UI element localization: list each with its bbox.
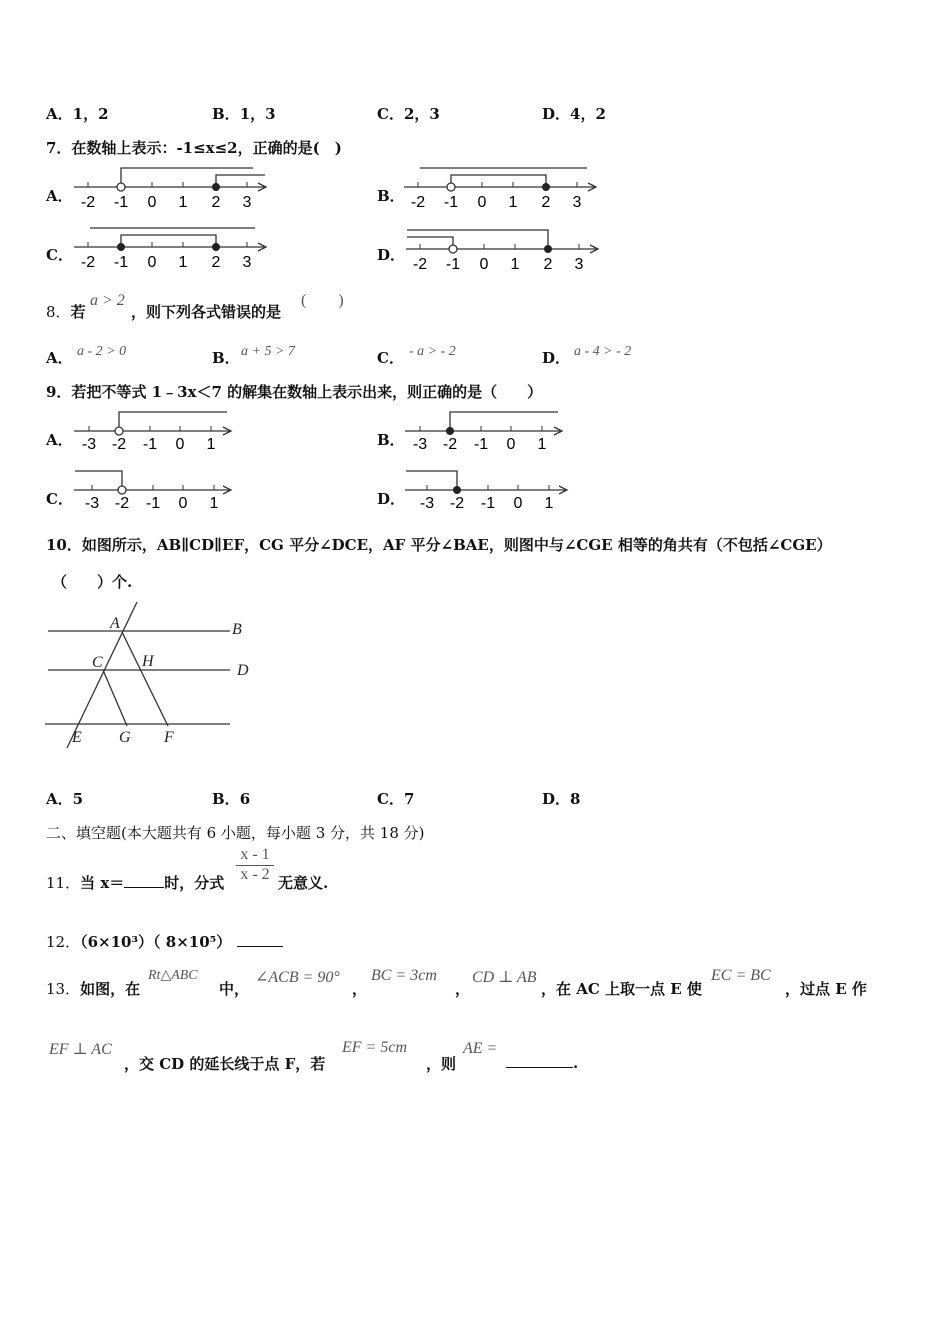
q7-option-c-label: C． (46, 246, 73, 264)
q7-option-b-label: B． (377, 187, 405, 205)
tick-label: -1 (445, 256, 461, 273)
q11-stem: 11．当 x＝ 时，分式 (46, 874, 225, 892)
point-label-h: H (142, 653, 154, 670)
tick-label: -1 (473, 436, 489, 453)
q13-math-ae: AE = (463, 1040, 498, 1057)
tick-label: -2 (410, 194, 426, 211)
point-label-b: B (232, 621, 242, 638)
q11-numerator: x - 1 (236, 846, 274, 866)
q6-option-c: C．2，3 (377, 105, 440, 123)
q13-answer-blank (506, 1053, 573, 1068)
tick-label: -3 (81, 436, 97, 453)
tick-label: -1 (443, 194, 459, 211)
tick-label: 2 (541, 194, 551, 211)
q13-text: ， (352, 980, 368, 998)
tick-label: 1 (508, 194, 518, 211)
tick-label: 1 (544, 495, 554, 512)
tick-label: -2 (80, 254, 96, 271)
tick-label: -1 (113, 254, 129, 271)
q13-text: ，则 (426, 1055, 457, 1073)
tick-label: -3 (84, 495, 100, 512)
point-label-a: A (110, 615, 120, 632)
q8-condition: a > 2 (90, 292, 125, 309)
q9-option-d-label: D． (377, 490, 406, 508)
q13-text: 中， (219, 980, 250, 998)
section-heading: 二、填空题(本大题共有 6 小题，每小题 3 分，共 18 分) (46, 824, 425, 842)
tick-label: -2 (111, 436, 127, 453)
q11-fraction (236, 846, 274, 884)
q9-number-line-c (72, 465, 237, 513)
tick-label: 0 (477, 194, 487, 211)
q13-number: 13．如图，在 (46, 980, 141, 998)
q9-number-line-a (72, 406, 237, 454)
tick-label: -1 (480, 495, 496, 512)
q8-option-c-label: C． (377, 349, 404, 367)
tick-label: -3 (419, 495, 435, 512)
q13-text: ，交 CD 的延长线于点 F，若 (124, 1055, 326, 1073)
q13-math-perp: CD ⊥ AB (472, 969, 537, 986)
point-label-d: D (237, 662, 249, 679)
tick-label: 3 (574, 256, 584, 273)
q13-math-ef-perp: EF ⊥ AC (49, 1041, 112, 1058)
tick-label: 0 (147, 254, 157, 271)
tick-label: 3 (242, 254, 252, 271)
q13-text: ，过点 E 作 (785, 980, 867, 998)
q9-number-line-b (403, 406, 568, 454)
tick-label: 1 (537, 436, 547, 453)
q7-stem: 7．在数轴上表示：-1≤x≤2，正确的是( ) (46, 139, 342, 157)
q11-answer-blank (124, 873, 164, 888)
q8-stem: ，则下列各式错误的是 (131, 303, 282, 321)
q7-number-line-d (402, 224, 607, 274)
q13-math-ef: EF = 5cm (342, 1039, 407, 1056)
q6-option-d: D．4，2 (542, 105, 606, 123)
tick-label: 1 (178, 254, 188, 271)
q8-option-a-label: A． (46, 349, 73, 367)
q6-option-a: A．1，2 (46, 105, 109, 123)
q9-stem: 9．若把不等式 1﹣3x＜7 的解集在数轴上表示出来，则正确的是（ ） (46, 383, 543, 401)
q12-stem: 12．（6×10³）（ 8×10⁵） (46, 931, 283, 952)
tick-label: -2 (412, 256, 428, 273)
q13-math-bc: BC = 3cm (371, 967, 437, 984)
point-label-g: G (119, 729, 131, 746)
q9-option-a-label: A． (46, 431, 73, 449)
q7-number-line-a (70, 162, 275, 212)
point-label-e: E (72, 729, 82, 746)
q13-math-angle: ∠ACB = 90° (255, 969, 340, 986)
q11-denominator: x - 2 (240, 866, 270, 883)
q11-tail: 无意义. (278, 874, 329, 892)
q10-option-d: D．8 (542, 790, 581, 808)
q8-option-b-label: B． (212, 349, 240, 367)
q9-option-b-label: B． (377, 431, 405, 449)
tick-label: 3 (242, 194, 252, 211)
q6-option-b: B．1，3 (212, 105, 276, 123)
q8-option-a: a - 2 > 0 (77, 344, 127, 359)
q9-option-c-label: C． (46, 490, 73, 508)
tick-label: 1 (206, 436, 216, 453)
tick-label: 0 (147, 194, 157, 211)
tick-label: 3 (572, 194, 582, 211)
q7-number-line-c (70, 222, 275, 272)
q8-paren: ( ) (301, 292, 344, 309)
q13-text: ， (455, 980, 471, 998)
tick-label: -2 (449, 495, 465, 512)
q8-option-b: a + 5 > 7 (241, 344, 295, 359)
tick-label: 0 (175, 436, 185, 453)
q12-answer-blank (237, 932, 283, 947)
tick-label: 2 (211, 254, 221, 271)
q10-figure (40, 598, 260, 750)
tick-label: 2 (543, 256, 553, 273)
q10-option-c: C．7 (377, 790, 415, 808)
q8-option-d-label: D． (542, 349, 571, 367)
tick-label: 0 (479, 256, 489, 273)
point-label-c: C (92, 654, 103, 671)
tick-label: -2 (114, 495, 130, 512)
q13-answer: . (506, 1053, 578, 1072)
tick-label: -2 (442, 436, 458, 453)
tick-label: 0 (178, 495, 188, 512)
q13-text: ，在 AC 上取一点 E 使 (541, 980, 702, 998)
tick-label: 1 (209, 495, 219, 512)
q10-stem-line2: （ ）个. (52, 573, 133, 591)
tick-label: 0 (506, 436, 516, 453)
q10-option-b: B．6 (212, 790, 251, 808)
tick-label: 1 (178, 194, 188, 211)
q8-option-d: a - 4 > - 2 (574, 344, 632, 359)
q8-number: 8．若 (46, 303, 86, 321)
q7-number-line-b (400, 162, 605, 212)
tick-label: -1 (142, 436, 158, 453)
q8-option-c: - a > - 2 (409, 344, 456, 359)
tick-label: 0 (513, 495, 523, 512)
q9-number-line-d (403, 465, 573, 513)
q7-option-a-label: A． (46, 187, 73, 205)
q10-option-a: A．5 (46, 790, 84, 808)
point-label-f: F (164, 729, 174, 746)
q13-math-rt-triangle: Rt△ABC (148, 968, 198, 983)
tick-label: -2 (80, 194, 96, 211)
q10-stem-line1: 10．如图所示，AB∥CD∥EF，CG 平分∠DCE，AF 平分∠BAE，则图中与∠CGE 相等的角共有（不包括∠CGE） (46, 536, 832, 554)
tick-label: 2 (211, 194, 221, 211)
q13-math-ec: EC = BC (711, 967, 771, 984)
tick-label: 1 (510, 256, 520, 273)
tick-label: -1 (113, 194, 129, 211)
q7-option-d-label: D． (377, 246, 406, 264)
tick-label: -3 (412, 436, 428, 453)
tick-label: -1 (145, 495, 161, 512)
